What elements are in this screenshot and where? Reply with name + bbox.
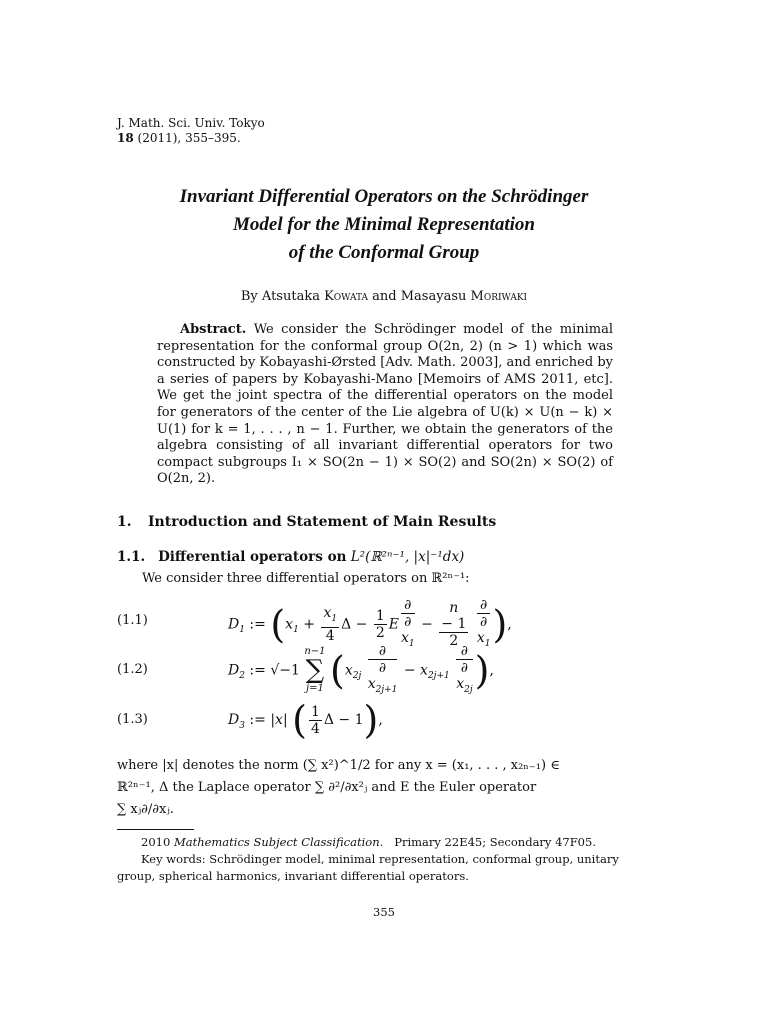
title-line-1: Invariant Differential Operators on the Schrödinger — [179, 186, 589, 207]
journal-volume: 18 — [117, 131, 134, 145]
equation-d3: $D_3$ := |x| ( $\frac{1}{4}$ Δ − 1), — [228, 698, 383, 742]
journal-volume-line — [117, 131, 265, 146]
section-title: Introduction and Statement of Main Results — [148, 514, 497, 530]
title-line-2: Model for the Minimal Representation — [233, 214, 535, 235]
msc-label: Mathematics Subject Classification. — [173, 835, 384, 849]
norm-line-1: where |x| denotes the norm (∑ x²)^1/2 for any x = (x₁, . . . , x₂ₙ₋₁) ∈ — [117, 758, 560, 773]
subsection-heading — [117, 549, 464, 565]
keywords-line-1: Key words: Schrödinger model, minimal representation, conformal group, unitary — [141, 852, 619, 866]
author-line — [0, 289, 768, 304]
author1-last: Kowata — [324, 289, 369, 304]
abstract-text: We consider the Schrödinger model of the minimal representation for the conformal group O(2n, 2) (n > 1) which was constructed by Kobayashi-Ørsted [Adv. Math. 2003], and enriched by a series of papers by Kobayashi-Mano [Memoirs of AMS 2011, etc]. We get the joint spectra of the differential operators on the model for generators of the center of the Lie algebra of U(k) × U(n − k) × U(1) for k = 1, . . . , n − 1. Further, we obtain the generators of the algebra consisting of all invariant differential operators for two compact subgroups I₁ × SO(2n − 1) × SO(2) and SO(2n) × SO(2) of O(2n, 2). — [157, 322, 614, 487]
author1-first: Atsutaka — [261, 289, 320, 304]
msc-year: 2010 — [141, 835, 171, 849]
author2-first: Masayasu — [400, 289, 467, 304]
intro-sentence: We consider three differential operators on ℝ²ⁿ⁻¹: — [142, 571, 470, 586]
section-heading — [117, 514, 496, 530]
title-line-3: of the Conformal Group — [288, 242, 480, 263]
footnote-rule — [117, 829, 194, 830]
subsection-number: 1.1. — [117, 549, 146, 565]
msc-footnote — [117, 834, 653, 851]
journal-year-pages: (2011), 355–395. — [137, 131, 241, 145]
journal-reference — [117, 116, 265, 146]
by-word: By — [240, 289, 258, 304]
paper-title — [100, 183, 668, 267]
section-number: 1. — [117, 514, 132, 530]
page-number: 355 — [373, 905, 395, 919]
equation-label: (1.1) — [117, 613, 148, 628]
norm-paragraph — [117, 755, 653, 821]
author2-last: Moriwaki — [470, 289, 528, 304]
equation-label: (1.3) — [117, 712, 148, 727]
norm-line-2: ℝ²ⁿ⁻¹, Δ the Laplace operator ∑ ∂²/∂x²ⱼ and E the Euler operator — [117, 780, 537, 795]
subsection-title: Differential operators on — [158, 549, 347, 565]
equation-d2: $D_2$ := √−1 n−1 ∑ j=1 ($x_{2j}$ ∂ ∂ $x_{2j+1}$ − $x_{2j+1}$ ∂ ∂ $x_{2j}$ ), — [228, 643, 494, 695]
abstract — [157, 322, 613, 488]
msc-codes: Primary 22E45; Secondary 47F05. — [394, 835, 596, 849]
journal-name: J. Math. Sci. Univ. Tokyo — [117, 116, 265, 130]
keywords-line-2: group, spherical harmonics, invariant differential operators. — [117, 869, 469, 883]
norm-line-3: ∑ xⱼ∂/∂xⱼ. — [117, 802, 174, 817]
and-word: and — [372, 289, 397, 304]
subsection-space: L²(ℝ²ⁿ⁻¹, |x|⁻¹dx) — [350, 549, 465, 565]
equation-label: (1.2) — [117, 662, 148, 677]
equation-d1: $D_1$ := ($x_1$ + $\frac{x_1}{4}$ Δ − $\frac{1}{2}$ E ∂ ∂ $x_1$ − n − 1 2 ∂ ∂ $x_1$ ), — [228, 597, 512, 649]
footnotes — [117, 834, 653, 885]
abstract-label: Abstract. — [180, 322, 247, 337]
